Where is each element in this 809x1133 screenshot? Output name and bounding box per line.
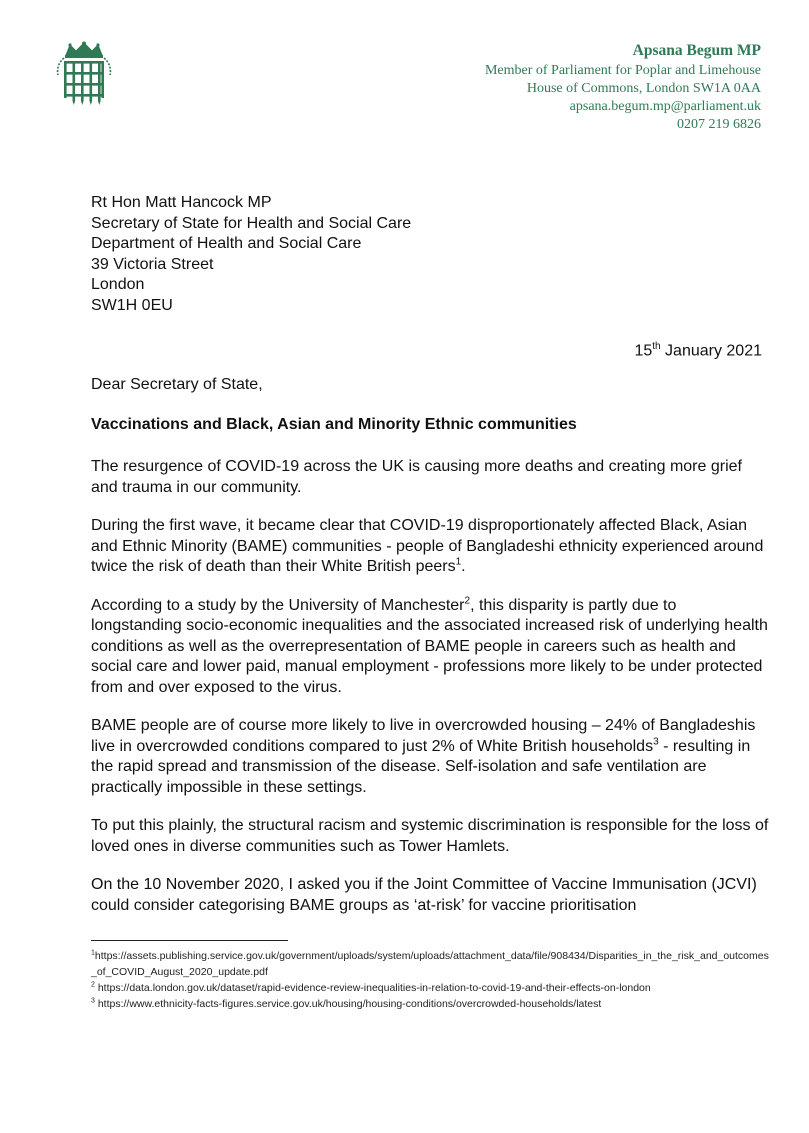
mp-email: apsana.begum.mp@parliament.uk [569,99,761,114]
paragraph-3: According to a study by the University of Manchester$^2$, this disparity is partly due to longstanding socio-economic inequalities and the associated increased risk of underlying health conditions as well as the overrepresentation of BAME people in careers such as health and social care and lower paid, manual employment - professions more likely to be under protected from and over exposed to the virus. [91,595,768,696]
paragraph-6: On the 10 November 2020, I asked you if the Joint Committee of Vaccine Immunisation (JCVI) could consider categorising BAME groups as ‘at-risk’ for vaccine prioritisation [91,876,757,914]
footnote-ref-2: 2 [464,595,471,607]
footnote-1-link[interactable]: https://assets.publishing.service.gov.uk/government/uploads/system/uploads/attachment_data/file/908434/Disparities_in_the_risk_and_outcomes_of_COVID_August_2020_update.pdf [91,950,769,978]
date-suffix: th [652,341,661,352]
date-day: 15 [634,342,653,360]
footnote-2: $^2$ https://data.london.gov.uk/dataset/rapid-evidence-review-inequalities-in-relation-to-covid-19-and-their-effects-on-london [91,981,651,994]
footnote-divider [91,940,288,941]
letter-date [634,341,762,360]
date-month-year: January 2021 [660,342,762,360]
mp-phone: 0207 219 6826 [677,117,761,132]
footnote-3-link[interactable]: https://www.ethnicity-facts-figures.service.gov.uk/housing/housing-conditions/overcrowded-households/latest [94,998,602,1010]
footnotes [91,948,771,1012]
salutation: Dear Secretary of State, [91,376,263,393]
footnote-3: $^3$ https://www.ethnicity-facts-figures.service.gov.uk/housing/housing-conditions/overcrowded-households/latest [91,997,602,1010]
subject-heading: Vaccinations and Black, Asian and Minority Ethnic communities [91,416,577,433]
footnote-ref-3: 3 [653,736,659,748]
paragraph-4: BAME people are of course more likely to live in overcrowded housing – 24% of Bangladeshis live in overcrowded conditions compared to just 2% of White British households$^3$ - resulting in the rapid spread and transmission of the disease. Self-isolation and safe ventilation are practically impossible in these settings. [91,717,756,796]
recipient-city: London [91,276,145,293]
letter-body [91,457,771,934]
recipient-street: 39 Victoria Street [91,255,214,273]
recipient-name: Rt Hon Matt Hancock MP [91,194,272,211]
office-address: House of Commons, London SW1A 0AA [526,81,761,96]
recipient-title: Secretary of State for Health and Social Care [91,214,412,232]
paragraph-2: During the first wave, it became clear that COVID-19 disproportionately affected Black, Asian and Ethnic Minority (BAME) communities - people of Bangladeshi ethnicity experienced around twice the risk of death than their White British peers$^1$. [91,517,764,575]
recipient-department: Department of Health and Social Care [91,235,362,252]
paragraph-1: The resurgence of COVID-19 across the UK is causing more deaths and creating more grief and trauma in our community. [91,458,742,496]
footnote-ref-1: 1 [455,556,462,568]
recipient-address [91,193,411,316]
paragraph-5: To put this plainly, the structural racism and systemic discrimination is responsible for the loss of loved ones in diverse communities such as Tower Hamlets. [91,817,769,855]
footnote-1: $^1$https://assets.publishing.service.gov.uk/government/uploads/system/uploads/attachment_data/file/908434/Disparities_in_the_risk_and_outcomes_of_COVID_August_2020_update.pdf [91,949,769,978]
recipient-postcode: SW1H 0EU [91,296,173,314]
constituency-line: Member of Parliament for Poplar and Limehouse [484,63,761,78]
footnote-2-link[interactable]: https://data.london.gov.uk/dataset/rapid-evidence-review-inequalities-in-relation-to-covid-19-and-their-effects-on-london [94,982,651,994]
mp-name: Apsana Begum MP [632,42,761,59]
portcullis-icon [52,41,116,107]
letterhead [485,42,761,134]
